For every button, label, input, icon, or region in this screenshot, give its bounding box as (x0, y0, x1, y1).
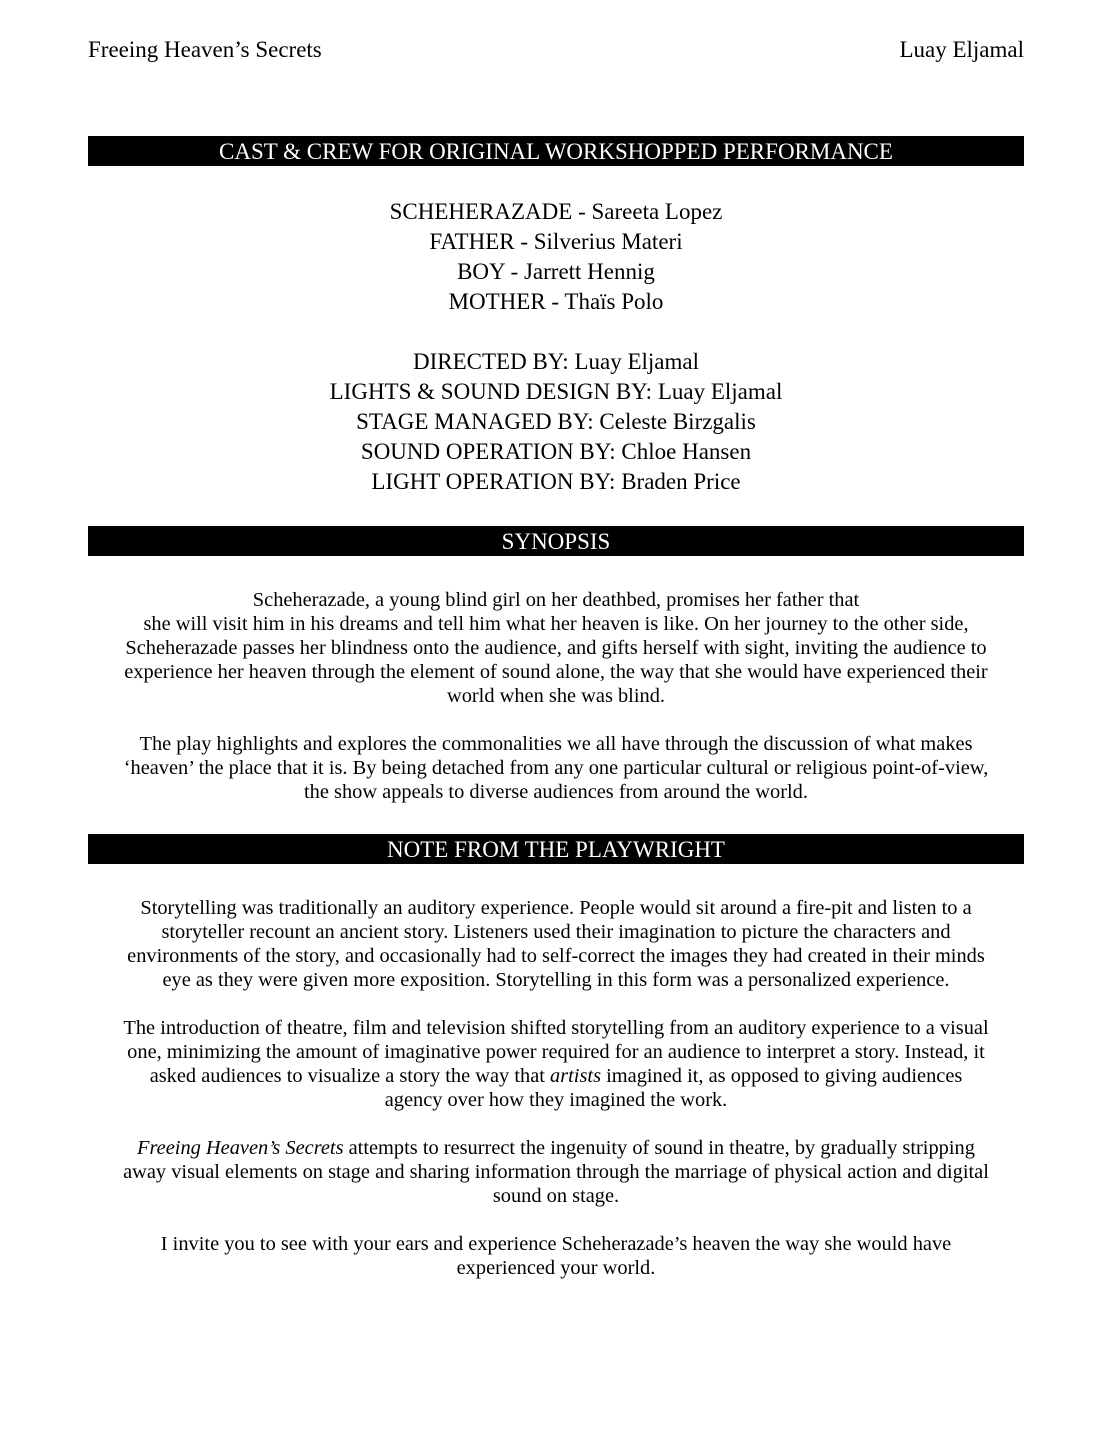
text-line: storyteller recount an ancient story. Listeners used their imagination to picture the characters and (161, 921, 951, 943)
playwright-note-heading: NOTE FROM THE PLAYWRIGHT (88, 834, 1024, 864)
text-line: The introduction of theatre, film and television shifted storytelling from an auditory experience to a visual (123, 1017, 989, 1039)
synopsis-body (88, 588, 1024, 828)
page-header (88, 34, 1024, 66)
crew-entry: LIGHTS & SOUND DESIGN BY: Luay Eljamal (329, 379, 783, 404)
playwright-note-body (88, 896, 1024, 1304)
note-paragraph (88, 1232, 1024, 1280)
text-line: agency over how they imagined the work. (384, 1089, 728, 1111)
author-name: Luay Eljamal (899, 37, 1024, 62)
note-paragraph (88, 1016, 1024, 1112)
text-run: imagined it, as opposed to giving audiences (601, 1065, 963, 1087)
text-line: ‘heaven’ the place that it is. By being detached from any one particular cultural or religious point-of-view, (123, 757, 989, 779)
cast-entry: MOTHER - Thaïs Polo (448, 289, 664, 314)
text-line: Scheherazade passes her blindness onto the audience, and gifts herself with sight, inviting the audience to (125, 637, 987, 659)
text-line: I invite you to see with your ears and experience Scheherazade’s heaven the way she would have (160, 1233, 952, 1255)
cast-entry: FATHER - Silverius Materi (429, 229, 683, 254)
text-line: eye as they were given more exposition. Storytelling in this form was a personalized experience. (162, 969, 950, 991)
synopsis-heading: SYNOPSIS (88, 526, 1024, 556)
synopsis-paragraph (88, 732, 1024, 804)
cast-crew-heading: CAST & CREW FOR ORIGINAL WORKSHOPPED PERFORMANCE (88, 136, 1024, 166)
synopsis-paragraph (88, 588, 1024, 708)
text-line: she will visit him in his dreams and tell him what her heaven is like. On her journey to the other side, (143, 613, 969, 635)
italic-word: artists (550, 1065, 602, 1087)
text-line: Scheherazade, a young blind girl on her deathbed, promises her father that (252, 589, 860, 611)
cast-entry: SCHEHERAZADE - Sareeta Lopez (389, 199, 723, 224)
cast-entry: BOY - Jarrett Hennig (457, 259, 655, 284)
text-line: the show appeals to diverse audiences from around the world. (304, 781, 808, 803)
text-run: attempts to resurrect the ingenuity of sound in theatre, by gradually stripping (343, 1137, 975, 1159)
crew-entry: LIGHT OPERATION BY: Braden Price (371, 469, 741, 494)
note-paragraph (88, 1136, 1024, 1208)
crew-list (88, 347, 1024, 497)
crew-entry: STAGE MANAGED BY: Celeste Birzgalis (356, 409, 756, 434)
text-line: away visual elements on stage and sharing information through the marriage of physical action and digital (123, 1161, 989, 1183)
text-line: sound on stage. (492, 1185, 620, 1207)
note-paragraph (88, 896, 1024, 992)
cast-list (88, 197, 1024, 317)
text-line: world when she was blind. (446, 685, 666, 707)
italic-title: Freeing Heaven’s Secrets (137, 1137, 344, 1159)
play-title: Freeing Heaven’s Secrets (88, 37, 322, 62)
text-line: one, minimizing the amount of imaginative power required for an audience to interpret a story. Instead, it (127, 1041, 985, 1063)
text-line: experience her heaven through the element of sound alone, the way that she would have experienced their (124, 661, 988, 683)
crew-entry: DIRECTED BY: Luay Eljamal (413, 349, 699, 374)
text-line: environments of the story, and occasionally had to self-correct the images they had created in their minds (127, 945, 985, 967)
text-run: asked audiences to visualize a story the way that (149, 1065, 551, 1087)
text-line (88, 1064, 1024, 1088)
text-line: experienced your world. (456, 1257, 656, 1279)
text-line: The play highlights and explores the commonalities we all have through the discussion of what makes (139, 733, 973, 755)
text-line: Storytelling was traditionally an auditory experience. People would sit around a fire-pit and listen to a (140, 897, 972, 919)
text-line (88, 1136, 1024, 1160)
crew-entry: SOUND OPERATION BY: Chloe Hansen (360, 439, 752, 464)
